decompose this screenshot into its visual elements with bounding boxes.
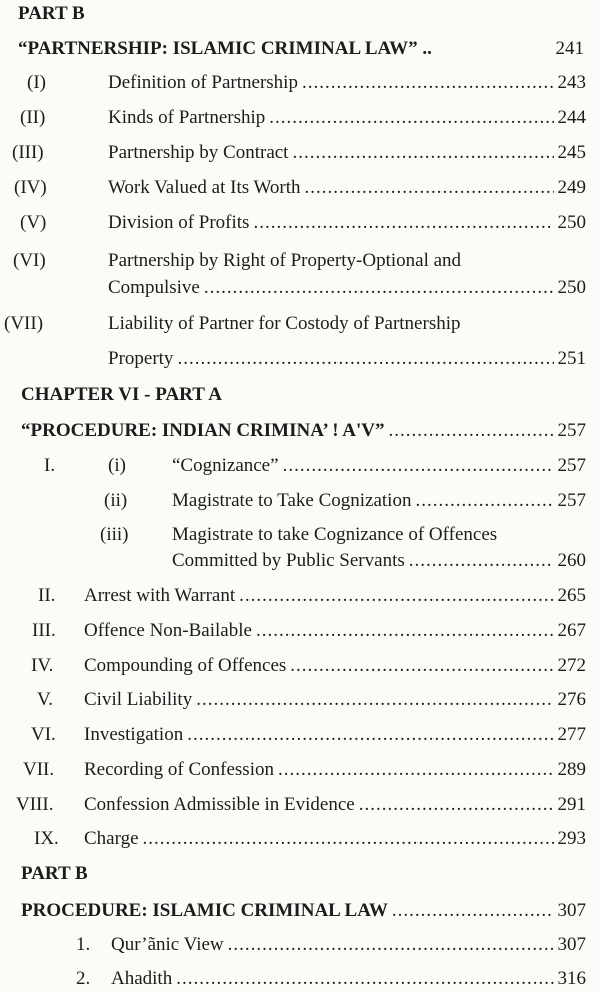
- toc-item-number: VI.: [31, 724, 56, 745]
- toc-entry-title-line1[interactable]: Magistrate to take Cognizance of Offences: [172, 524, 498, 545]
- toc-item-number: (III): [12, 142, 44, 163]
- toc-heading-title: “PROCEDURE: INDIAN CRIMINA’ ! A'V”: [21, 420, 385, 441]
- dot-leader: [256, 620, 554, 642]
- toc-page-number: 250: [557, 212, 586, 233]
- toc-entry-title: Qur’ãnic View: [111, 934, 224, 955]
- toc-entry-quranic-view[interactable]: [111, 934, 586, 956]
- toc-subitem-number: (iii): [100, 524, 129, 545]
- toc-entry-title: Kinds of Partnership: [108, 107, 266, 128]
- toc-page-number: 250: [557, 277, 586, 298]
- toc-item-number: II.: [38, 585, 56, 606]
- toc-heading-title: PROCEDURE: ISLAMIC CRIMINAL LAW: [21, 900, 388, 921]
- dot-leader: [292, 142, 553, 164]
- dot-leader: [269, 107, 553, 129]
- part-b-heading: PART B: [21, 863, 88, 884]
- toc-entry-liability[interactable]: [108, 348, 586, 370]
- toc-heading-islamic-partnership[interactable]: [18, 38, 584, 60]
- toc-page-number: 265: [557, 585, 586, 606]
- toc-entry-non-bailable[interactable]: [84, 620, 586, 642]
- toc-item-number: III.: [32, 620, 56, 641]
- toc-page-number: 257: [557, 420, 586, 441]
- toc-page-number: 276: [557, 689, 586, 710]
- toc-entry-compounding[interactable]: [84, 655, 586, 677]
- toc-entry-title: Compounding of Offences: [84, 655, 287, 676]
- dot-leader: [290, 655, 553, 677]
- toc-item-number: VIII.: [16, 794, 54, 815]
- toc-page-number: 289: [557, 759, 586, 780]
- toc-page-number: 245: [557, 142, 586, 163]
- toc-item-number: (IV): [14, 177, 47, 198]
- toc-entry-work-valued[interactable]: [108, 177, 586, 199]
- toc-page-number: 291: [557, 794, 586, 815]
- toc-page-number: 316: [557, 968, 586, 989]
- toc-item-number: IX.: [34, 828, 59, 849]
- part-b-heading: PART B: [18, 3, 85, 24]
- toc-item-number: IV.: [31, 655, 54, 676]
- dot-leader: [409, 550, 554, 572]
- toc-item-number: VII.: [23, 759, 55, 780]
- toc-entry-title: Compulsive: [108, 277, 200, 298]
- toc-entry-confession[interactable]: [84, 759, 586, 781]
- toc-entry-right-property[interactable]: [108, 277, 586, 299]
- toc-entry-title: Charge: [84, 828, 139, 849]
- toc-page-number: 251: [557, 348, 586, 369]
- dot-leader: [177, 348, 553, 370]
- toc-page-number: 257: [557, 490, 586, 511]
- toc-entry-title: Committed by Public Servants: [172, 550, 405, 571]
- toc-item-number: (VII): [4, 313, 44, 334]
- dot-leader: [204, 277, 554, 299]
- toc-entry-title: Investigation: [84, 724, 184, 745]
- toc-page-number: 244: [557, 107, 586, 128]
- toc-page-number: 243: [557, 72, 586, 93]
- toc-page-number: 249: [557, 177, 586, 198]
- dot-leader: [253, 212, 553, 234]
- toc-page-number: 277: [557, 724, 586, 745]
- toc-heading-title: “PARTNERSHIP: ISLAMIC CRIMINAL LAW” ..: [18, 38, 432, 59]
- toc-entry-title-line1[interactable]: Partnership by Right of Property-Optional and: [108, 250, 462, 271]
- toc-entry-title: “Cognizance”: [172, 455, 279, 476]
- toc-heading-islamic-procedure[interactable]: [21, 900, 586, 922]
- toc-item-number: (I): [27, 72, 46, 93]
- toc-entry-title: Civil Liability: [84, 689, 193, 710]
- dot-leader: [196, 689, 553, 711]
- toc-entry-title: Definition of Partnership: [108, 72, 298, 93]
- toc-entry-confession-admissible[interactable]: [84, 794, 586, 816]
- toc-page-number: 241: [555, 38, 584, 59]
- toc-entry-title: Partnership by Contract: [108, 142, 289, 163]
- dot-leader: [305, 177, 554, 199]
- toc-page-number: 307: [557, 900, 586, 921]
- toc-item-number: (V): [20, 212, 47, 233]
- toc-entry-title: Property: [108, 348, 174, 369]
- toc-entry-title: Magistrate to Take Cognization: [172, 490, 412, 511]
- toc-item-number: (VI): [13, 250, 46, 271]
- dot-leader: [388, 420, 553, 442]
- toc-item-number: 1.: [76, 934, 91, 955]
- toc-entry-kinds[interactable]: [108, 107, 586, 129]
- dot-leader: [415, 490, 553, 512]
- dot-leader: [283, 455, 554, 477]
- toc-entry-title: Work Valued at Its Worth: [108, 177, 301, 198]
- toc-entry-title: Arrest with Warrant: [84, 585, 236, 606]
- toc-item-number: I.: [44, 455, 56, 476]
- toc-entry-charge[interactable]: [84, 828, 586, 850]
- toc-item-number: (II): [20, 107, 46, 128]
- toc-entry-definition[interactable]: [108, 72, 586, 94]
- toc-entry-cognizance[interactable]: [172, 455, 586, 477]
- toc-page-number: 260: [557, 550, 586, 571]
- toc-page-number: 267: [557, 620, 586, 641]
- dot-leader: [278, 759, 554, 781]
- dot-leader: [176, 968, 553, 990]
- dot-leader: [143, 828, 554, 850]
- dot-leader: [392, 900, 554, 922]
- toc-entry-division-profits[interactable]: [108, 212, 586, 234]
- toc-entry-title: Recording of Confession: [84, 759, 274, 780]
- toc-page-number: 293: [557, 828, 586, 849]
- toc-item-number: V.: [37, 689, 54, 710]
- toc-subitem-number: (i): [108, 455, 126, 476]
- toc-page-number: 257: [557, 455, 586, 476]
- toc-entry-magistrate-cognization[interactable]: [172, 490, 586, 512]
- dot-leader: [228, 934, 554, 956]
- toc-entry-public-servants[interactable]: [172, 550, 586, 572]
- toc-entry-investigation[interactable]: [84, 724, 586, 746]
- chapter-heading: CHAPTER VI - PART A: [21, 384, 222, 405]
- toc-entry-title: Division of Profits: [108, 212, 250, 233]
- toc-entry-contract[interactable]: [108, 142, 586, 164]
- toc-entry-arrest[interactable]: [84, 585, 586, 607]
- dot-leader: [187, 724, 553, 746]
- toc-entry-ahadith[interactable]: [111, 968, 586, 990]
- dot-leader: [359, 794, 554, 816]
- toc-entry-title: Confession Admissible in Evidence: [84, 794, 355, 815]
- toc-page-number: 307: [557, 934, 586, 955]
- toc-entry-title: Ahadith: [111, 968, 173, 989]
- toc-entry-title-line1[interactable]: Liability of Partner for Costody of Partnership: [108, 313, 461, 334]
- toc-item-number: 2.: [76, 968, 91, 989]
- dot-leader: [302, 72, 554, 94]
- toc-subitem-number: (ii): [104, 490, 128, 511]
- toc-entry-civil-liability[interactable]: [84, 689, 586, 711]
- toc-heading-indian-procedure[interactable]: [21, 420, 586, 442]
- toc-entry-title: Offence Non-Bailable: [84, 620, 252, 641]
- dot-leader: [239, 585, 553, 607]
- toc-page-number: 272: [557, 655, 586, 676]
